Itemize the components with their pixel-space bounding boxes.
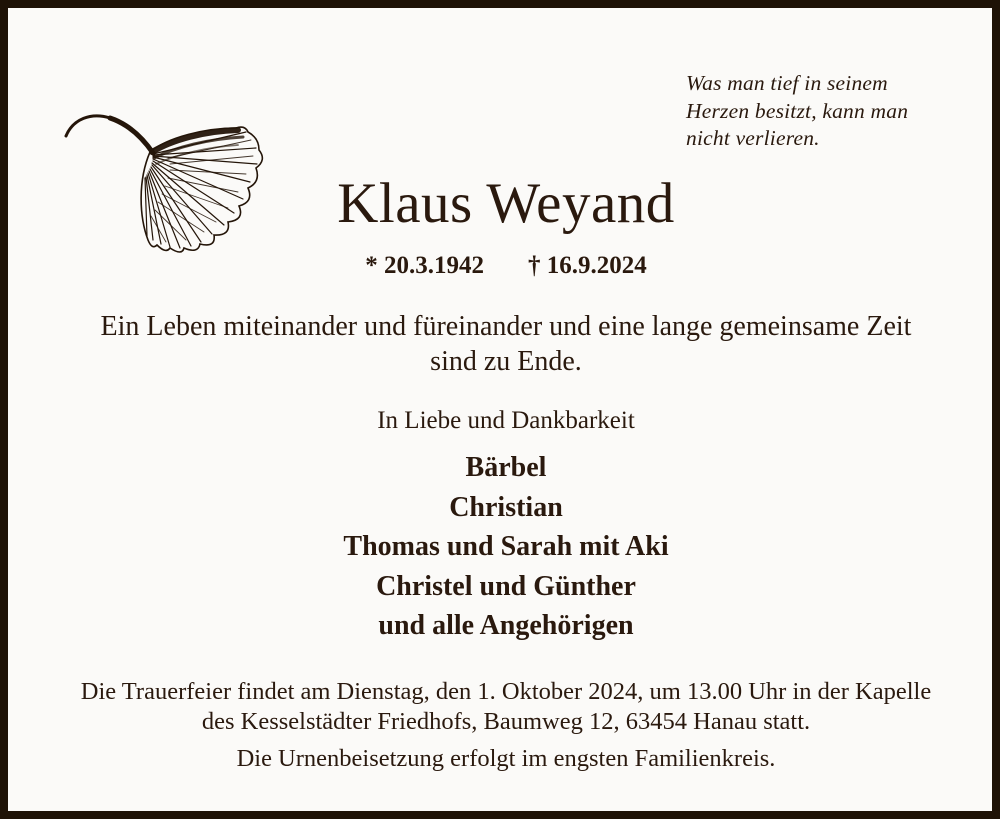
quote-line: Was man tief in seinem <box>686 71 888 95</box>
death-date: † 16.9.2024 <box>528 252 647 279</box>
mourner-line: und alle Angehörigen <box>378 610 634 641</box>
message-line: Ein Leben miteinander und füreinander und eine lange gemeinsame Zeit <box>100 311 912 342</box>
memorial-quote <box>686 70 908 153</box>
dedication-line: In Liebe und Dankbarkeit <box>377 407 635 434</box>
farewell-message <box>14 309 998 379</box>
funeral-info <box>14 677 998 737</box>
quote-line: Herzen besitzt, kann man <box>686 98 909 123</box>
funeral-info-line: des Kesselstädter Friedhofs, Baumweg 12, 63454 Hanau statt. <box>201 708 811 735</box>
mourners-list <box>14 448 998 646</box>
message-line: sind zu Ende. <box>430 346 582 377</box>
birth-date: * 20.3.1942 <box>365 252 484 279</box>
mourner-line: Bärbel <box>465 452 547 483</box>
funeral-info-line: Die Trauerfeier findet am Dienstag, den 1. Oktober 2024, um 13.00 Uhr in der Kapelle <box>80 678 932 705</box>
life-dates <box>14 251 998 281</box>
quote-line: nicht verlieren. <box>686 126 820 150</box>
burial-info: Die Urnenbeisetzung erfolgt im engsten Familienkreis. <box>236 745 776 772</box>
deceased-name: Klaus Weyand <box>337 172 675 235</box>
mourner-line: Christian <box>449 491 563 523</box>
mourner-line: Christel und Günther <box>376 570 636 602</box>
mourner-line: Thomas und Sarah mit Aki <box>343 531 669 562</box>
